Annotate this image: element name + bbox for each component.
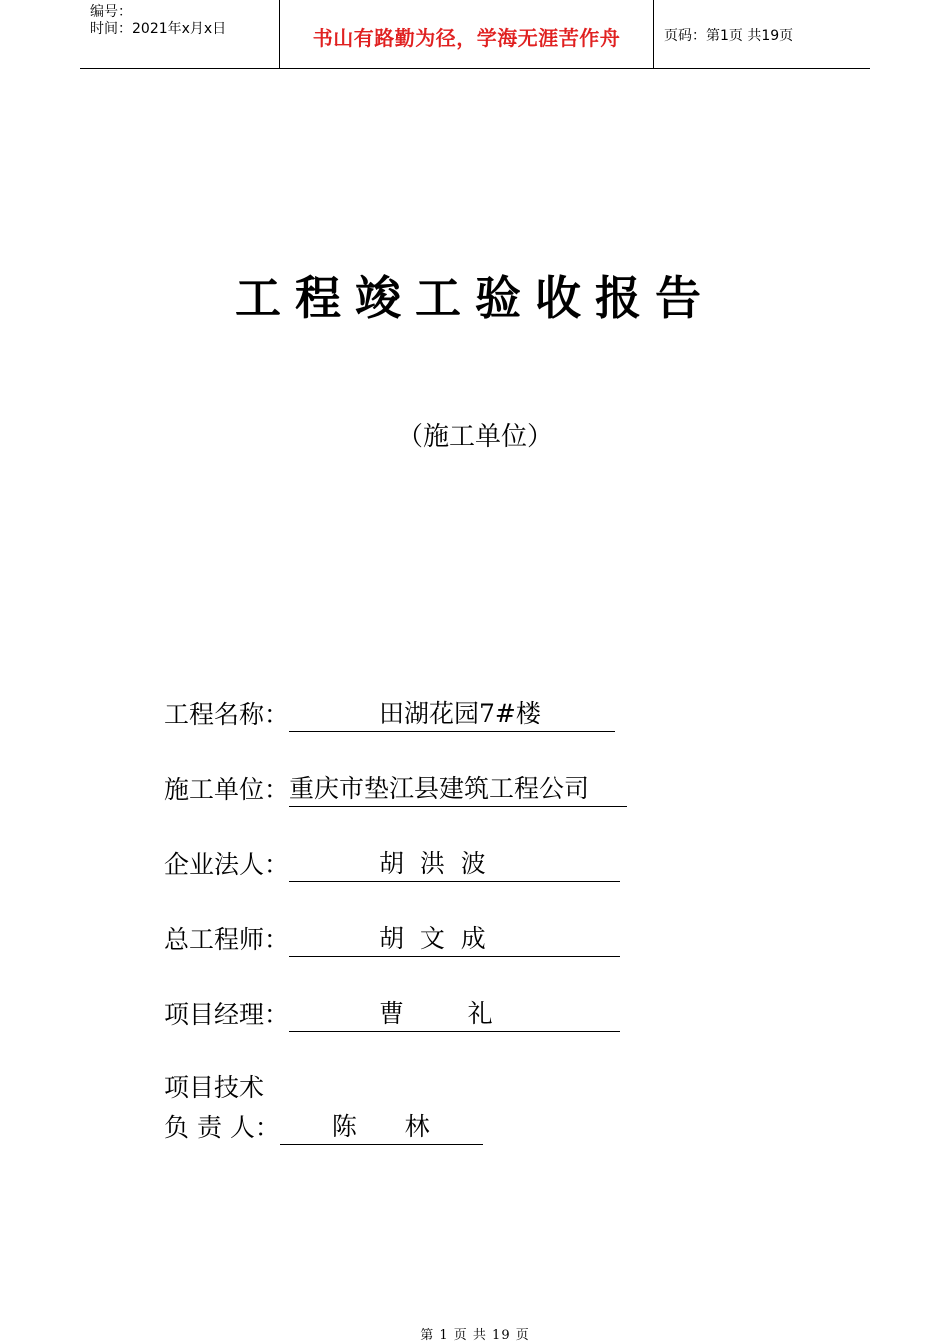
field-label: 负 责 人： (164, 1113, 280, 1142)
document-subtitle: （施工单位） (396, 422, 553, 452)
number-label: 编号： (90, 4, 132, 20)
time-label: 时间：2021年x月x日 (90, 21, 227, 37)
field-label: 工程名称： (164, 700, 290, 729)
field-value: 重庆市垫江县建筑工程公司 (289, 773, 627, 807)
field-construction-unit (164, 773, 627, 807)
field-value: 胡 文 成 (289, 923, 620, 957)
page-header (80, 0, 870, 69)
page-footer: 第 1 页 共 19 页 (420, 1328, 530, 1343)
header-meta (80, 0, 280, 68)
header-page-code: 页码：第1页 共19页 (664, 28, 794, 44)
field-label: 企业法人： (164, 850, 290, 879)
field-tech-lead-label-line1 (164, 1071, 264, 1105)
field-project-name (164, 698, 615, 732)
field-value: 田湖花园7#楼 (289, 698, 615, 732)
field-value: 陈 林 (280, 1111, 483, 1145)
field-label: 项目经理： (164, 1000, 290, 1029)
field-tech-lead (164, 1111, 483, 1145)
field-value: 曹 礼 (289, 998, 620, 1032)
field-label: 施工单位： (164, 775, 290, 804)
field-chief-engineer (164, 923, 620, 957)
document-title: 工程竣工验收报告 (235, 271, 715, 325)
field-value: 胡 洪 波 (289, 848, 620, 882)
field-label: 总工程师： (164, 925, 290, 954)
field-project-manager (164, 998, 620, 1032)
field-label: 项目技术 (164, 1073, 265, 1102)
header-motto: 书山有路勤为径，学海无涯苦作舟 (280, 0, 654, 68)
field-legal-rep (164, 848, 620, 882)
